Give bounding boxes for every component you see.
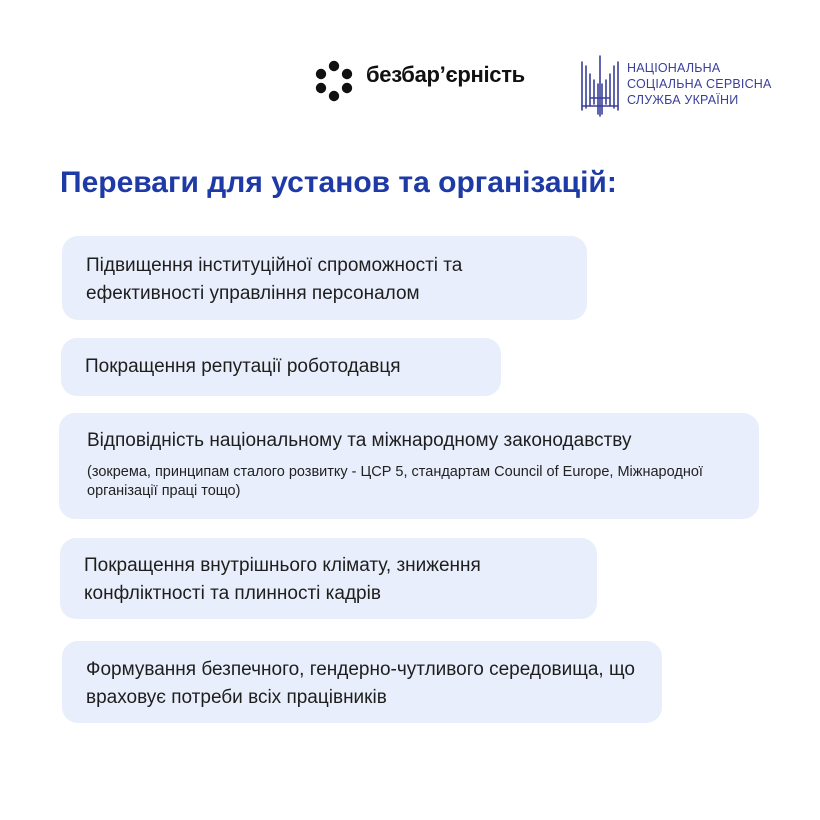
agency-name	[627, 60, 772, 108]
dots-flower-icon	[313, 60, 355, 102]
agency-name-line: НАЦІОНАЛЬНА	[627, 61, 721, 75]
agency-name-line: СОЦІАЛЬНА СЕРВІСНА	[627, 77, 772, 91]
page-title: Переваги для установ та організацій:	[60, 166, 617, 199]
benefit-card	[62, 236, 587, 320]
agency-name-line: СЛУЖБА УКРАЇНИ	[627, 93, 739, 107]
benefit-card	[62, 641, 662, 723]
trident-emblem-icon	[578, 54, 622, 118]
benefit-text: Покращення репутації роботодавця	[85, 356, 401, 377]
benefit-text: Відповідність національному та міжнародному законодавству	[87, 430, 632, 451]
benefit-text: Підвищення інституційної спроможності та ефективності управління персоналом	[86, 255, 463, 304]
benefit-card	[60, 538, 597, 619]
brand-name: безбар’єрність	[366, 62, 525, 87]
header	[0, 48, 820, 128]
benefit-note: (зокрема, принципам сталого розвитку - ЦСР 5, стандартам Council of Europe, Міжнародної організації праці тощо)	[87, 464, 703, 499]
benefit-text: Формування безпечного, гендерно-чутливого середовища, що враховує потреби всіх працівників	[86, 659, 635, 708]
benefit-card	[59, 413, 759, 519]
benefit-text: Покращення внутрішнього клімату, зниження конфліктності та плинності кадрів	[84, 555, 481, 604]
benefit-card	[61, 338, 501, 396]
